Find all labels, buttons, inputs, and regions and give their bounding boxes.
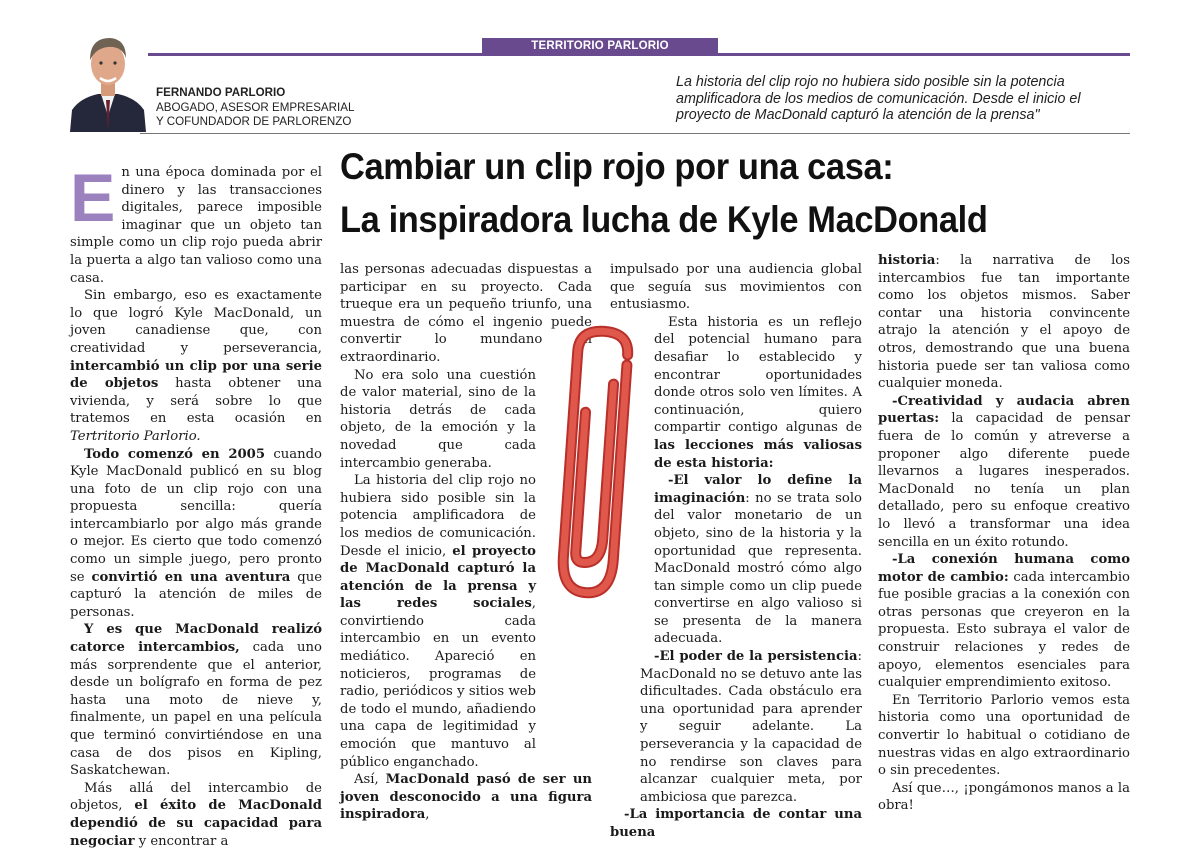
paragraph: En Territorio Parlorio vemos esta historia como una oportunidad de convertir lo habitual o cotidiano de nuestras vidas en algo extraordinario o sin precedentes.	[878, 692, 1130, 779]
paragraph: Más allá del intercambio de objetos, el éxito de MacDonald dependió de su capacidad para negociar y encontrar a	[70, 780, 323, 849]
pull-quote: La historia del clip rojo no hubiera sido posible sin la potencia amplificadora de los medios de comunicación. Desde el inicio el proyecto de MacDonald capturó la atención de la prensa"	[676, 74, 1081, 124]
author-role-2: Y COFUNDADOR DE PARLORENZO	[156, 115, 352, 128]
author-photo	[68, 30, 148, 132]
paragraph: Así, MacDonald pasó de ser un joven desconocido a una figura inspiradora,	[340, 772, 592, 823]
paragraph: La historia del clip rojo no hubiera sido posible sin la potencia amplificadora de los medios de comunicación. Desde el inicio, el proyecto de MacDonald capturó la atención de la prensa y las redes sociales, convirtiendo cada intercambio en un evento mediático. Apareció en noticieros, programas de radio, periódicos y sitios web de todo el mundo, añadiendo una capa de legitimidad y emoción que mantuvo al público enganchado.	[340, 473, 536, 770]
paragraph: -Creatividad y audacia abren puertas: la capacidad de pensar fuera de lo común y atreverse a proponer algo diferente puede llevarnos a lugares inesperados. MacDonald no tenía un plan detallado, pero su enfoque creativo lo llevó a transformar una idea sencilla en un éxito rotundo.	[878, 393, 1130, 550]
header-rule	[140, 53, 1130, 56]
drop-cap: E	[70, 160, 116, 236]
paperclip-icon	[548, 318, 648, 608]
section-tag: TERRITORIO PARLORIO	[482, 38, 718, 54]
header-bottom-rule	[140, 133, 1130, 134]
article-column-1	[70, 160, 323, 850]
paragraph: las personas adecuadas dispuestas a participar en su proyecto. Cada trueque era un pequeño triunfo, una muestra de cómo el ingenio puede convertir lo mundano en extraordinario.	[340, 262, 592, 365]
paragraph: -La conexión humana como motor de cambio: cada intercambio fue posible gracias a la conexión con otras personas que creyeron en la propuesta. Esto subraya el valor de construir relaciones y redes de apoyo, elementos esenciales para cualquier emprendimiento exitoso.	[878, 552, 1130, 691]
paragraph: Así que…, ¡pongámonos manos a la obra!	[878, 780, 1130, 814]
paragraph: En una época dominada por el dinero y las transacciones digitales, parece imposible imaginar que un objeto tan simple como un clip rojo pueda abrir la puerta a algo tan valioso como una casa.	[70, 160, 322, 286]
paragraph: historia: la narrativa de los intercambios fue tan importante como los objetos mismos. Saber contar una historia convincente atrajo la atención y el apoyo de otros, demostrando que una buena historia puede ser tan valiosa como cualquier moneda.	[878, 253, 1130, 392]
author-role-1: ABOGADO, ASESOR EMPRESARIAL	[156, 100, 355, 114]
paragraph: -El valor lo define la imaginación: no se trata solo del valor monetario de un objeto, sino de la historia y la oportunidad que representa. MacDonald mostró cómo algo tan simple como un clip puede convertirse en algo valioso si se presenta de la manera adecuada.	[654, 473, 862, 647]
headline-line-1: Cambiar un clip rojo por una casa:	[340, 146, 894, 187]
paragraph: -La importancia de contar una buena	[610, 807, 862, 840]
headline-line-2: La inspiradora lucha de Kyle MacDonald	[340, 199, 988, 240]
paragraph: Todo comenzó en 2005 cuando Kyle MacDonald publicó en su blog una foto de un clip rojo con una propuesta sencilla: quería intercambiarlo por algo más grande o mejor. Es cierto que todo comenzó como un simple juego, pero pronto se convirtió en una aventura que capturó la atención de miles de personas.	[70, 446, 323, 620]
paragraph: impulsado por una audiencia global que seguía sus movimientos con entusiasmo.	[610, 262, 862, 313]
article-column-4	[878, 252, 1130, 815]
paragraph: Sin embargo, eso es exactamente lo que logró Kyle MacDonald, un joven canadiense que, con creatividad y perseverancia, intercambió un clip por una serie de objetos hasta obtener una vivienda, y será sobre lo que tratemos en esta ocasión en Tertritorio Parlorio.	[70, 288, 323, 444]
paragraph: No era solo una cuestión de valor material, sino de la historia detrás de cada objeto, de la emoción y la novedad que cada intercambio generaba.	[340, 367, 536, 471]
headline	[340, 140, 1103, 246]
paragraph: -El poder de la persistencia: MacDonald no se detuvo ante las dificultades. Cada obstáculo era una oportunidad para aprender y seguir adelante. La perseverancia y la capacidad de no rendirse son claves para alcanzar cualquier meta, por ambiciosa que parezca.	[640, 649, 862, 805]
paragraph: Y es que MacDonald realizó catorce intercambios, cada uno más sorprendente que el anterior, desde un bolígrafo en forma de pez hasta una moto de nieve y, finalmente, un papel en una película que terminó convirtiéndose en una casa de dos pisos en Kipling, Saskatchewan.	[70, 622, 322, 779]
author-name: FERNANDO PARLORIO	[156, 86, 286, 99]
paragraph: Esta historia es un reflejo del potencial humano para desafiar lo establecido y encontrar oportunidades donde otros solo ven límites. A continuación, quiero compartir contigo algunas de las lecciones más valiosas de esta historia:	[654, 314, 862, 471]
author-block	[156, 86, 354, 130]
